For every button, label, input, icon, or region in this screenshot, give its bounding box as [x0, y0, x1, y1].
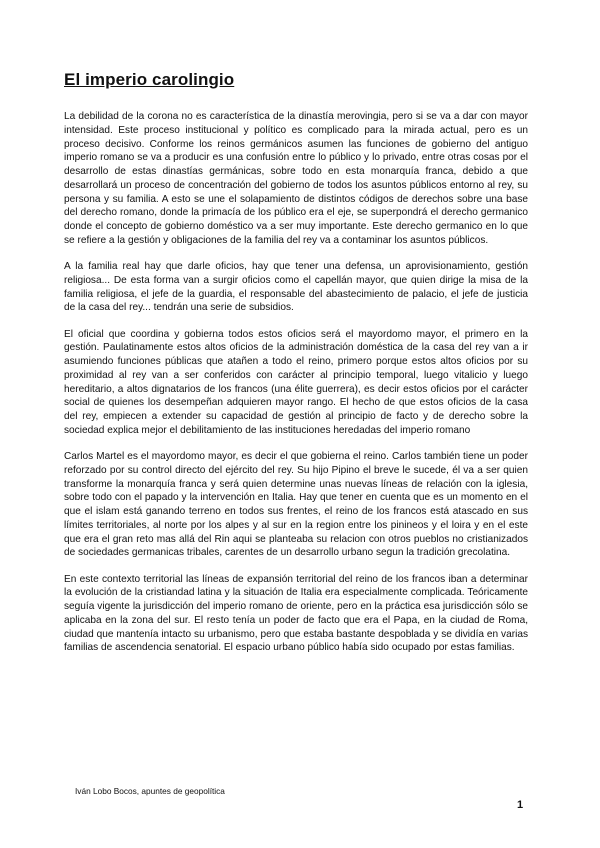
page-number: 1	[517, 799, 524, 811]
footer-note: Iván Lobo Bocos, apuntes de geopolítica	[75, 786, 225, 796]
paragraph-4: Carlos Martel es el mayordomo mayor, es decir el que gobierna el reino. Carlos también tiene un poder reforzado por su control directo del ejército del rey. Su hijo Pipino el breve le sucede, él va a ser quien transforme la monarquía franca y será quien determine unas nuevas líneas de relación con la iglesia, sobre todo con el papado y la intervención en Italia. Hay que tener en cuenta que es un momento en el que el islam está ganando terreno en todos sus frentes, el reino de los francos está atascado en sus límites territoriales, al norte por los alpes y al sur en la region entre los pinineos y el loira y en el este que era el gran reto mas allá del Rin aqui se planteaba su relacion con otros pueblos no cristianizados de sociedades germanicas tribales, carentes de un desarrollo urbano segun la tradición grecolatina.	[64, 451, 528, 559]
page-title: El imperio carolingio	[64, 70, 235, 89]
paragraph-1: La debilidad de la corona no es característica de la dinastía merovingia, pero si se va a dar con mayor intensidad. Este proceso institucional y político es complicado para la mirada actual, pero es un proceso decisivo. Conforme los reinos germánicos asumen las funciones de gobierno del antiguo imperio romano se va a producir es una confusión entre lo público y lo privado, entre otras cosas por el desarrollo de estas dinastías germánicas, sobre todo en esta monarquía franca, debido a que desarrollará un proceso de concentración del gobierno de todos los asuntos públicos entorno al rey, su persona y su familia. A esto se une el solapamiento de distintos códigos de derechos sobre una base del derecho romano, donde la primacía de los público era el eje, se superpondrá el derecho germanico donde el concepto de gobierno doméstico va a ser muy importante. Este derecho germanico en lo que se refiere a la gestión y obligaciones de la familia del rey va a contaminar los asuntos públicos.	[64, 111, 528, 246]
paragraph-5: En este contexto territorial las líneas de expansión territorial del reino de los francos iban a determinar la evolución de la cristiandad latina y la situación de Italia era especialmente complicada. Teóricamente seguía vigente la jurisdicción del imperio romano de oriente, pero en la práctica esa jurisdicción sólo se aplicaba en la zona del sur. El resto tenía un poder de facto que era el Papa, en la ciudad de Roma, ciudad que mantenía intacto su urbanismo, pero que estaba bastante despoblada y se dividía en varias familias de ascendencia senatorial. El espacio urbano público había sido ocupado por estas familias.	[64, 573, 528, 654]
paragraph-3: El oficial que coordina y gobierna todos estos oficios será el mayordomo mayor, el primero en la gestión. Paulatinamente estos altos oficios de la administración doméstica de la casa del rey van a ir asumiendo funciones públicas que atañen a todo el reino, primero porque estos altos oficios por su proximidad al rey van a ser conferidos con carácter al principio temporal, luego vitalicio y luego hereditario, a altos dignatarios de los francos (una élite guerrera), es decir estos oficios por el carácter social de quienes los desempeñan adquieren mayor rango. El hecho de que estos oficios de la casa del rey, empiecen a extender su capacidad de gestión al principio de facto y de derecho sobre la sociedad explica mejor el debilitamiento de las instituciones heredadas del imperio romano	[64, 328, 528, 436]
paragraph-2: A la familia real hay que darle oficios, hay que tener una defensa, un aprovisionamiento, gestión religiosa... De esta forma van a surgir oficios como el capellán mayor, que quien dirige la misa de la familia religiosa, el jefe de la guardia, el responsable del abastecimiento de palacio, el jefe de justicia de la casa del rey... tendrán una serie de subsidios.	[64, 261, 528, 314]
body-text	[64, 110, 528, 668]
